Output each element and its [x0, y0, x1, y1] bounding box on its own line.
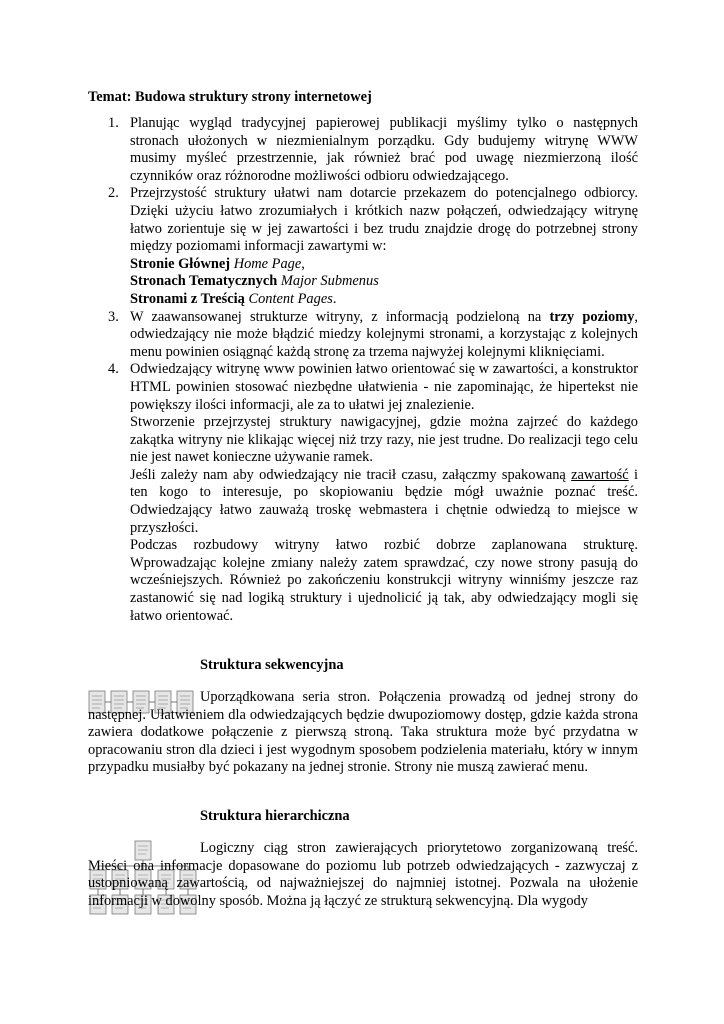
item-text	[130, 467, 638, 537]
item-text: Podczas rozbudowy witryny łatwo rozbić dobrze zaplanowana strukturę. Wprowadzając kolejne zmiany należy zatem sprawdzać, czy nowe strony pasują do wcześniejszych. Również po zakończeniu konstrukcji witryny winniśmy jeszcze raz zastanowić się nad logiką struktury i ujednolicić ją tak, aby odwiedzający mogli się łatwo orientować.	[130, 537, 638, 624]
sequential-text	[88, 689, 638, 777]
level-tail: ,	[301, 255, 305, 272]
item-text: Przejrzystość struktury ułatwi nam dotarcie przekazem do potencjalnego odbiorcy. Dzięki użyciu łatwo zrozumiałych i krótkich nazw połączeń, odwiedzający witrynę łatwo zorientuje się w jej zawartości i bez trudu znajdzie drogę do potrzebnej strony między poziomami informacji zawartymi w:	[130, 185, 638, 255]
level-italic: Content Pages	[248, 290, 333, 307]
item-text-part: W zaawansowanej strukturze witryny, z informacją podzieloną na	[130, 308, 542, 325]
level-line	[130, 291, 638, 309]
list-number: 4.	[108, 361, 119, 378]
item-text	[130, 309, 638, 362]
list-number: 1.	[108, 115, 119, 131]
item-text-part: Jeśli zależy nam aby odwiedzający nie tracił czasu, załączmy spakowaną	[130, 466, 566, 483]
list-item	[88, 309, 638, 362]
section-heading-sequential: Struktura sekwencyjna	[200, 657, 344, 673]
section-heading-hierarchical: Struktura hierarchiczna	[200, 808, 350, 824]
level-bold: Stronami z Treścią	[130, 290, 245, 307]
level-tail: .	[332, 290, 337, 307]
level-italic: Major Submenus	[280, 273, 379, 290]
item-bold: trzy poziomy	[549, 308, 635, 325]
sequential-text-content: Uporządkowana seria stron. Połączenia prowadzą od jednej strony do następnej. Ułatwieniem dla odwiedzających będzie dwupoziomowy dostęp, gdzie każda strona zawiera dodatkowe połączenie z pierwszą stroną. Taka struktura może być przydatna w opracowaniu stron dla dzieci i jest wygodnym sposobem podzielenia materiału, który w innym przypadku musiałby być pokazany na jednej stronie. Strony nie muszą zawierać menu.	[88, 689, 638, 776]
numbered-list	[88, 115, 638, 625]
item-text-part: i ten kogo to interesuje, po skopiowaniu będzie mógł uważnie poznać treść. Odwiedzający łatwo zauważą troskę webmastera i chętnie odwiedzą to miejsce w przyszłości.	[130, 466, 638, 536]
level-line	[130, 273, 638, 291]
level-bold: Stronach Tematycznych	[130, 273, 278, 290]
hierarchical-text-content: Logiczny ciąg stron zawierających priorytetowo zorganizowaną treść. Mieści ona informacje dopasowane do poziomu lub potrzeb odwiedzających - zazwyczaj z ustopniowaną zawartością, od najważniejszej do najmniej istotnej. Pozwala na ułożenie informacji w dowolny sposób. Można ją łączyć ze strukturą sekwencyjną. Dla wygody	[88, 840, 638, 909]
zawartosc-link[interactable]: zawartość	[571, 466, 629, 483]
list-number: 2.	[108, 185, 119, 202]
hierarchical-text	[88, 840, 638, 910]
item-text: Stworzenie przejrzystej struktury nawigacyjnej, gdzie można zajrzeć do każdego zakątka witryny nie klikając więcej niż trzy razy, nie jest trudne. Do realizacji tego celu nie jest nawet konieczne używanie ramek.	[130, 414, 638, 466]
page-title: Temat: Budowa struktury strony internetowej	[88, 89, 372, 105]
level-line	[130, 256, 638, 274]
list-item	[88, 185, 638, 308]
item-text: Planując wygląd tradycyjnej papierowej publikacji myślimy tylko o następnych stronach ułożonych w niezmienialnym porządku. Gdy budujemy witrynę WWW musimy myśleć przestrzennie, jak również brać pod uwagę niezmierzoną ilość czynników oraz różnorodne możliwości odbioru odwiedzającego.	[130, 115, 638, 184]
item-text: Odwiedzający witrynę www powinien łatwo orientować się w zawartości, a konstruktor HTML powinien stosować niezbędne ułatwienia - nie zapominając, że hipertekst nie powiększy ilości informacji, ale za to ułatwi jej znalezienie.	[130, 361, 638, 413]
list-item	[88, 115, 638, 185]
level-bold: Stronie Głównej	[130, 255, 231, 272]
list-item	[88, 361, 638, 625]
item-text-part: , odwiedzający nie może błądzić miedzy kolejnymi stronami, a korzystając z kolejnych menu powinien osiągnąć każdą stronę za trzema najwyżej kolejnymi kliknięciami.	[130, 308, 638, 360]
level-italic: Home Page	[233, 255, 302, 272]
list-number: 3.	[108, 308, 119, 325]
